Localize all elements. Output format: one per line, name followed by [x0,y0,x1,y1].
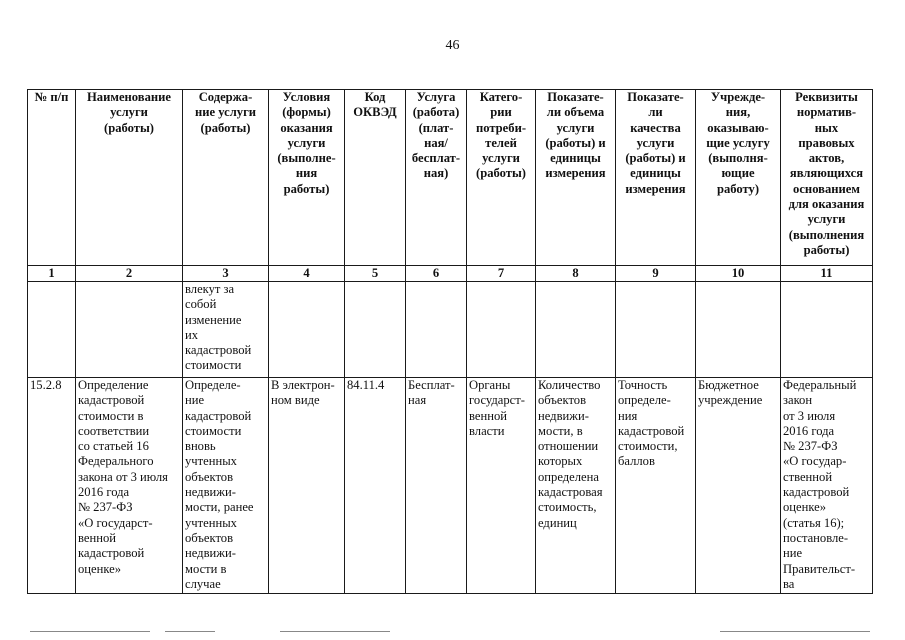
data-cell-9 [616,378,696,594]
cell-text-line: (выполнения [788,227,865,242]
cell-text-line: (работы) [476,166,526,181]
cell-text-line: № 237-ФЗ [78,500,133,515]
column-number-7: 7 [467,266,536,282]
cell-text-line: мости, ранее [185,500,254,515]
cell-text-line: (работы) и [625,151,686,166]
scan-edge-mark [30,631,150,632]
column-number-9: 9 [616,266,696,282]
cell-text-line: Реквизиты [795,90,858,104]
cell-text-line: являющихся [789,166,864,181]
cell-text-line: ние [185,393,205,408]
continuation-cell-9 [616,282,696,378]
cell-text-line: ния [618,408,638,423]
cell-text-line: кадастровой [185,343,252,358]
header-cell-2 [76,90,183,266]
cell-text-line: единицы [630,166,681,181]
continuation-cell-11 [781,282,873,378]
scan-edge-mark [720,631,870,632]
cell-text-line: определена [538,469,599,484]
cell-text-line: баллов [618,454,655,469]
cell-text-line: мости в [185,561,227,576]
cell-text-line: закона от 3 июля [78,469,168,484]
column-number-10: 10 [696,266,781,282]
cell-text-line: ние услуги [194,105,257,120]
continuation-cell-1 [28,282,76,378]
header-cell-4 [269,90,345,266]
cell-text-line: венной [78,530,116,545]
page-number: 46 [445,38,460,53]
cell-text-line: власти [469,423,505,438]
cell-text-line: стоимость, [538,500,597,515]
cell-text-line: оказания [280,120,333,135]
cell-text-line: ных [814,120,839,135]
cell-text-line: недвижи- [185,546,236,561]
cell-text-line: Федеральный [783,378,857,392]
cell-text-line: правовых [798,135,855,150]
header-cell-5 [345,90,406,266]
cell-text-line: для оказания [788,197,865,212]
data-cell-10 [696,378,781,594]
column-number-4: 4 [269,266,345,282]
header-cell-6 [406,90,467,266]
cell-text-line: недвижи- [185,485,236,500]
header-cell-3 [183,90,269,266]
cell-text-line: Содержа- [198,90,253,104]
cell-text-line: ОКВЭД [353,105,397,120]
cell-text-line: щие услугу [706,135,770,150]
header-cell-7 [467,90,536,266]
cell-text-line: измерения [545,166,606,181]
cell-text-line: Точность [618,378,668,392]
cell-text-line: ли объема [546,105,605,120]
cell-text-line: стоимости [185,423,242,438]
cell-text-line: изменение [185,312,242,327]
cell-text-line: кадастровая [538,485,603,500]
cell-text-line: мости, в [538,423,583,438]
cell-text-line: единиц [538,515,577,530]
cell-text-line: «О государ- [783,454,847,469]
cell-text-line: услуги [636,135,675,150]
cell-text-line: В электрон- [271,378,335,392]
column-number-1: 1 [28,266,76,282]
cell-text-line: Условия [282,90,331,104]
cell-text-line: услуги [556,120,595,135]
cell-text-line: (работы) [104,120,154,135]
cell-text-line: ние [783,546,803,561]
continuation-cell-3 [183,282,269,378]
column-number-3: 3 [183,266,269,282]
cell-text-line: (плат- [418,120,454,135]
cell-text-line: объектов [185,530,234,545]
cell-text-line: единицы [550,151,601,166]
continuation-cell-2 [76,282,183,378]
cell-text-line: ная/ [424,135,448,150]
cell-text-line: (статья 16); [783,515,845,530]
header-cell-1 [28,90,76,266]
column-number-5: 5 [345,266,406,282]
cell-text-line: объектов [538,393,587,408]
header-cell-10 [696,90,781,266]
cell-text-line: кадастровой [618,423,685,438]
cell-text-line: Федерального [78,454,154,469]
cell-text-line: учреждение [698,393,763,408]
cell-text-line: случае [185,576,221,591]
cell-text-line: оценке» [783,500,827,515]
data-cell-1 [28,378,76,594]
cell-text-line: услуги [110,105,148,120]
header-cell-9 [616,90,696,266]
cell-text-line: (работа) [412,105,460,120]
header-cell-8 [536,90,616,266]
cell-text-line: ва [783,576,795,591]
cell-text-line: Правительст- [783,561,856,576]
cell-text-line: стоимости, [618,439,678,454]
cell-text-line: (работы) [200,120,251,135]
cell-text-line: Бесплат- [408,378,455,392]
cell-text-line: № 237-ФЗ [783,439,838,454]
cell-text-line: основанием [793,181,860,196]
cell-text-line: кадастровой [78,393,145,408]
cell-text-line: (выполне- [277,151,336,166]
table-row-continuation [28,282,873,378]
cell-text-line: закон [783,393,813,408]
cell-text-line: 2016 года [783,423,835,438]
cell-text-line: ная) [423,166,449,181]
cell-text-line: объектов [185,469,234,484]
cell-text-line: венной [469,408,507,423]
cell-text-line: постановле- [783,530,849,545]
cell-text-line: ющие [721,166,755,181]
cell-text-line: 84.11.4 [347,378,385,392]
cell-text-line: Услуга [416,90,456,104]
cell-text-line: Учрежде- [710,90,766,104]
cell-text-line: услуги [287,135,326,150]
column-number-2: 2 [76,266,183,282]
cell-text-line: Код [364,90,386,104]
cell-text-line: 2016 года [78,485,130,500]
continuation-cell-6 [406,282,467,378]
header-row [28,90,873,266]
cell-text-line: учтенных [185,454,237,469]
cell-text-line: Определе- [185,378,241,392]
cell-text-line: Катего- [479,90,523,104]
cell-text-line: ная [408,393,427,408]
cell-text-line: потреби- [475,120,527,135]
cell-text-line: от 3 июля [783,408,836,423]
cell-text-line: работу) [716,181,760,196]
column-number-8: 8 [536,266,616,282]
cell-text-line: недвижи- [538,408,589,423]
cell-text-line: работы) [283,181,330,196]
cell-text-line: телей [485,135,517,150]
cell-text-line: Органы [469,378,511,392]
continuation-cell-10 [696,282,781,378]
continuation-cell-7 [467,282,536,378]
cell-text-line: их [185,327,199,342]
cell-text-line: (работы) и [545,135,606,150]
cell-text-line: рии [490,105,512,120]
data-cell-4 [269,378,345,594]
cell-text-line: ли [648,105,663,120]
data-cell-3 [183,378,269,594]
cell-text-line: Показате- [627,90,684,104]
cell-text-line: оказываю- [707,120,769,135]
cell-text-line: Определение [78,378,149,392]
cell-text-line: 15.2.8 [30,378,62,392]
cell-text-line: определе- [618,393,671,408]
cell-text-line: Показате- [547,90,604,104]
cell-text-line: качества [630,120,681,135]
cell-text-line: актов, [808,151,845,166]
cell-text-line: услуги [807,212,846,227]
continuation-cell-5 [345,282,406,378]
cell-text-line: оценке» [78,561,122,576]
cell-text-line: кадастровой [78,546,145,561]
data-cell-2 [76,378,183,594]
cell-text-line: № п/п [34,90,69,104]
header-cell-11 [781,90,873,266]
cell-text-line: ном виде [271,393,320,408]
continuation-cell-4 [269,282,345,378]
services-register-table [27,89,873,594]
cell-text-line: ния [295,166,318,181]
data-cell-6 [406,378,467,594]
cell-text-line: которых [538,454,583,469]
cell-text-line: соответствии [78,423,150,438]
column-number-6: 6 [406,266,467,282]
cell-text-line: государст- [469,393,525,408]
cell-text-line: (выполня- [708,151,768,166]
continuation-cell-8 [536,282,616,378]
cell-text-line: Наименование [87,90,171,104]
cell-text-line: Количество [538,378,601,392]
column-number-row [28,266,873,282]
cell-text-line: вновь [185,439,216,454]
data-cell-5 [345,378,406,594]
data-cell-11 [781,378,873,594]
data-cell-8 [536,378,616,594]
cell-text-line: бесплат- [411,151,461,166]
cell-text-line: влекут за [185,282,235,296]
cell-text-line: стоимости [185,358,242,373]
cell-text-line: Бюджетное [698,378,759,392]
cell-text-line: работы) [803,242,850,257]
scan-edge-mark [280,631,390,632]
cell-text-line: измерения [625,181,686,196]
cell-text-line: ственной [783,469,833,484]
cell-text-line: (формы) [282,105,331,120]
data-cell-7 [467,378,536,594]
cell-text-line: кадастровой [783,485,850,500]
cell-text-line: кадастровой [185,408,252,423]
cell-text-line: услуги [482,151,520,166]
scan-edge-mark [165,631,215,632]
table-row-15-2-8 [28,378,873,594]
cell-text-line: со статьей 16 [78,439,149,454]
column-number-11: 11 [781,266,873,282]
cell-text-line: норматив- [796,105,857,120]
cell-text-line: стоимости в [78,408,144,423]
cell-text-line: собой [185,297,217,312]
cell-text-line: «О государст- [78,515,153,530]
cell-text-line: отношении [538,439,599,454]
cell-text-line: учтенных [185,515,237,530]
cell-text-line: ния, [725,105,751,120]
